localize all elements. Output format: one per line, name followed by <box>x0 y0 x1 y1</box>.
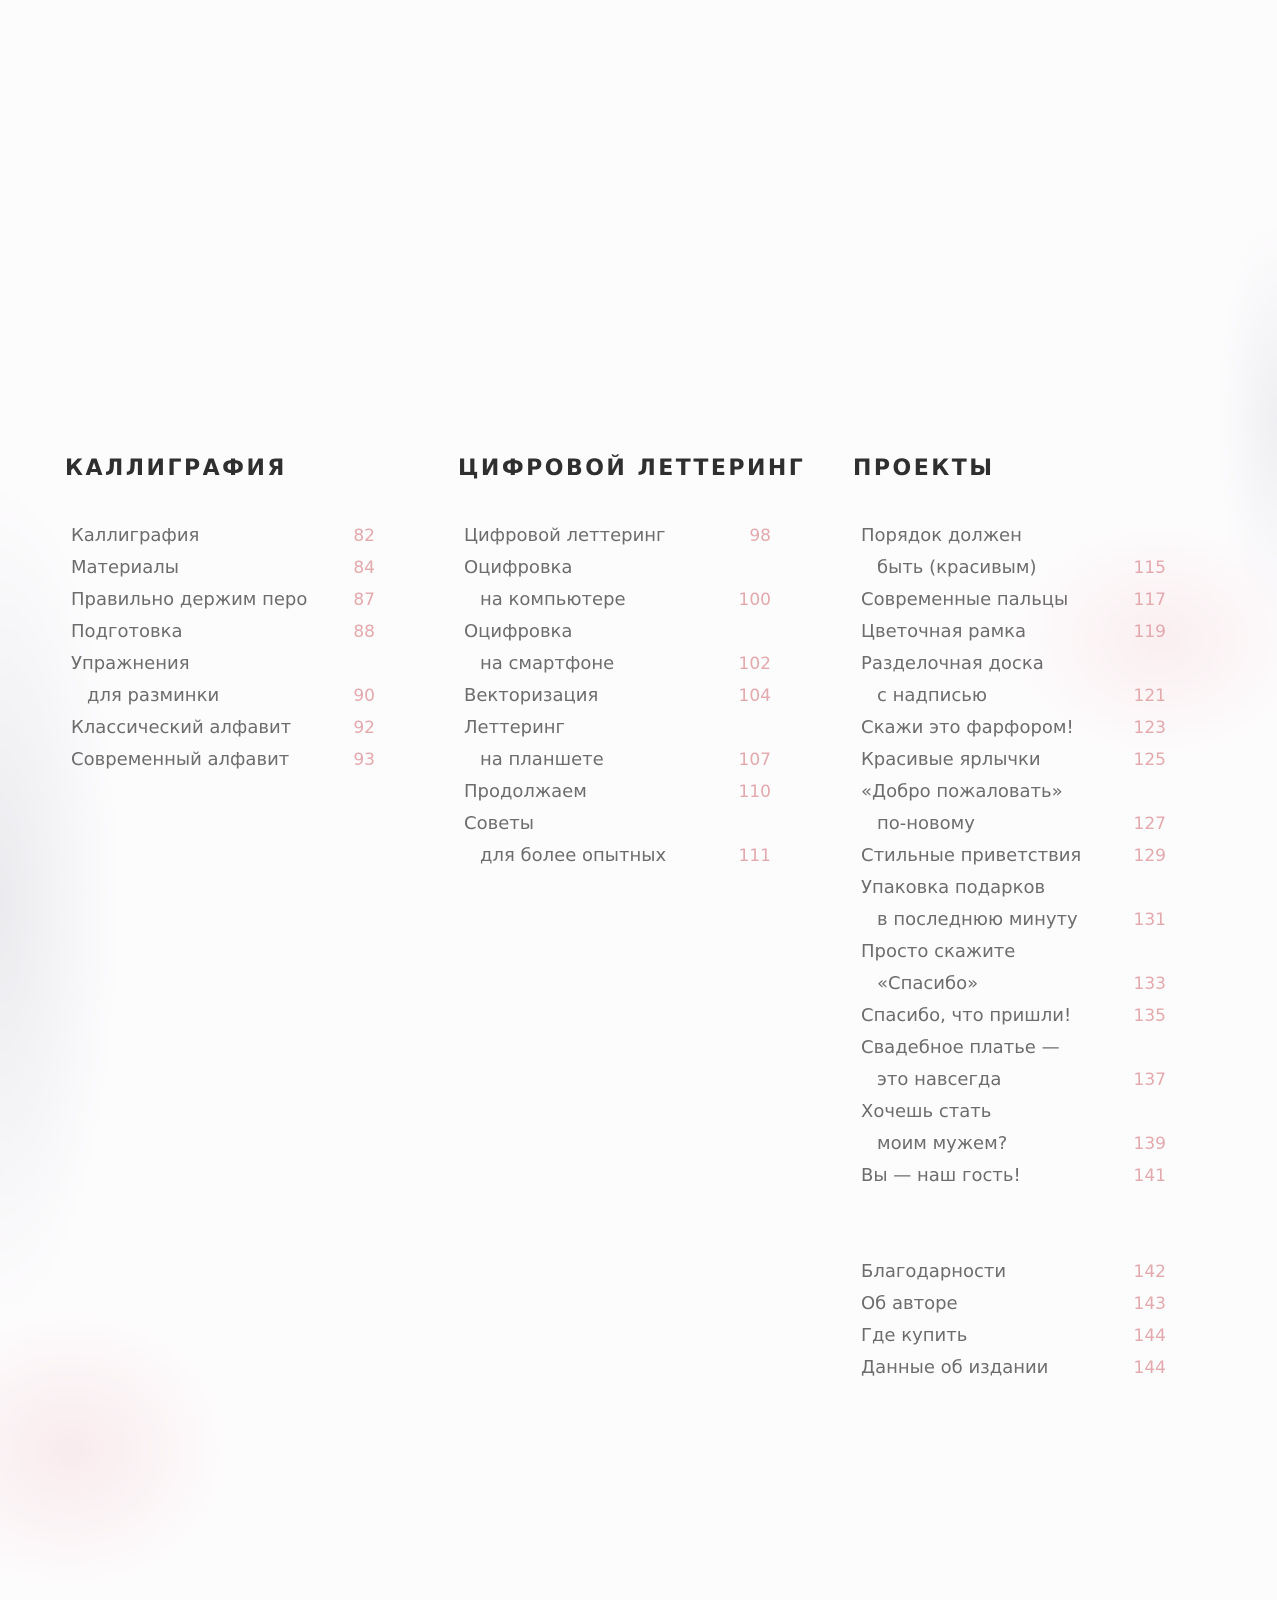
entry-title-continuation: быть (красивым) <box>877 557 1037 578</box>
page-number: 137 <box>1133 1070 1166 1090</box>
entry-title: Красивые ярлычки <box>861 749 1041 770</box>
page-number: 107 <box>738 750 771 770</box>
toc-entry[interactable] <box>861 712 1166 744</box>
toc-entry[interactable] <box>71 520 375 552</box>
page-number: 131 <box>1133 910 1166 930</box>
entry-title: Классический алфавит <box>71 717 292 738</box>
entry-title: Современный алфавит <box>71 749 290 770</box>
page-number: 133 <box>1133 974 1166 994</box>
page-number: 98 <box>749 526 771 546</box>
entry-title-continuation: на планшете <box>480 749 604 770</box>
toc-entry[interactable] <box>861 840 1166 872</box>
toc-entry[interactable] <box>861 1320 1166 1352</box>
page-number: 93 <box>353 750 375 770</box>
page-number: 88 <box>353 622 375 642</box>
page-number: 123 <box>1133 718 1166 738</box>
entry-title: «Добро пожаловать» <box>861 781 1063 802</box>
page-number: 129 <box>1133 846 1166 866</box>
entry-title: Каллиграфия <box>71 525 200 546</box>
page-number: 82 <box>353 526 375 546</box>
entry-title: Хочешь стать <box>861 1101 992 1122</box>
toc-entry[interactable] <box>861 1160 1166 1192</box>
page-number: 144 <box>1133 1326 1166 1346</box>
toc-entry[interactable] <box>464 776 771 808</box>
entry-title: Леттеринг <box>464 717 566 738</box>
page-number: 84 <box>353 558 375 578</box>
toc-entry[interactable] <box>464 808 771 872</box>
entry-title: Порядок должен <box>861 525 1022 546</box>
toc-entry[interactable] <box>861 1352 1166 1384</box>
entry-title: Материалы <box>71 557 179 578</box>
entry-title: Где купить <box>861 1325 968 1346</box>
entry-title-continuation: на компьютере <box>480 589 626 610</box>
page-number: 102 <box>738 654 771 674</box>
toc-entry[interactable] <box>71 552 375 584</box>
entry-title: Упражнения <box>71 653 190 674</box>
entry-title: Продолжаем <box>464 781 587 802</box>
entry-title-continuation: моим мужем? <box>877 1133 1008 1154</box>
toc-entry[interactable] <box>71 744 375 776</box>
entry-title: Цифровой леттеринг <box>464 525 666 546</box>
toc-entry[interactable] <box>861 1096 1166 1160</box>
entry-title: Спасибо, что пришли! <box>861 1005 1072 1026</box>
toc-entry[interactable] <box>861 936 1166 1000</box>
page-number: 127 <box>1133 814 1166 834</box>
entry-title-continuation: с надписью <box>877 685 987 706</box>
toc-list <box>853 520 1166 1384</box>
toc-entry[interactable] <box>861 648 1166 712</box>
toc-entry[interactable] <box>71 616 375 648</box>
entry-title-continuation: «Спасибо» <box>877 973 979 994</box>
toc-entry[interactable] <box>464 712 771 776</box>
toc-entry[interactable] <box>861 776 1166 840</box>
entry-title: Данные об издании <box>861 1357 1049 1378</box>
page-number: 125 <box>1133 750 1166 770</box>
entry-title: Свадебное платье — <box>861 1037 1060 1058</box>
entry-title: Вы — наш гость! <box>861 1165 1021 1186</box>
page-number: 142 <box>1133 1262 1166 1282</box>
entry-title-continuation: для разминки <box>87 685 220 706</box>
toc-entry[interactable] <box>861 1288 1166 1320</box>
entry-title: Благодарности <box>861 1261 1007 1282</box>
toc-entry[interactable] <box>861 1032 1166 1096</box>
toc-entry[interactable] <box>861 872 1166 936</box>
page-number: 141 <box>1133 1166 1166 1186</box>
entry-title: Просто скажите <box>861 941 1016 962</box>
page-number: 121 <box>1133 686 1166 706</box>
toc-section-digital-lettering <box>458 456 806 872</box>
page-number: 110 <box>738 782 771 802</box>
entry-title: Правильно держим перо <box>71 589 308 610</box>
toc-entry[interactable] <box>861 520 1166 584</box>
entry-title: Советы <box>464 813 534 834</box>
entry-title: Стильные приветствия <box>861 845 1082 866</box>
page-number: 135 <box>1133 1006 1166 1026</box>
section-spacer <box>861 1192 1166 1256</box>
page-number: 115 <box>1133 558 1166 578</box>
toc-section-projects <box>853 456 1166 1384</box>
entry-title: Упаковка подарков <box>861 877 1046 898</box>
entry-title-continuation: по-новому <box>877 813 975 834</box>
toc-entry[interactable] <box>464 552 771 616</box>
toc-entry[interactable] <box>464 616 771 680</box>
section-heading: ЦИФРОВОЙ ЛЕТТЕРИНГ <box>458 456 806 481</box>
toc-section-calligraphy <box>65 456 375 776</box>
toc-entry[interactable] <box>861 584 1166 616</box>
entry-title-continuation: в последнюю минуту <box>877 909 1078 930</box>
page-number: 104 <box>738 686 771 706</box>
page-number: 92 <box>353 718 375 738</box>
toc-entry[interactable] <box>861 1000 1166 1032</box>
page-number: 90 <box>353 686 375 706</box>
section-heading: ПРОЕКТЫ <box>853 456 995 481</box>
toc-entry[interactable] <box>861 1256 1166 1288</box>
toc-list <box>65 520 375 776</box>
entry-title: Об авторе <box>861 1293 958 1314</box>
entry-title: Оцифровка <box>464 557 573 578</box>
page-number: 119 <box>1133 622 1166 642</box>
toc-entry[interactable] <box>71 712 375 744</box>
toc-list <box>458 520 771 872</box>
entry-title: Векторизация <box>464 685 599 706</box>
entry-title: Оцифровка <box>464 621 573 642</box>
entry-title: Современные пальцы <box>861 589 1069 610</box>
entry-title: Цветочная рамка <box>861 621 1027 642</box>
entry-title: Скажи это фарфором! <box>861 717 1074 738</box>
page-number: 139 <box>1133 1134 1166 1154</box>
page-number: 144 <box>1133 1358 1166 1378</box>
toc-entry[interactable] <box>861 616 1166 648</box>
page-number: 143 <box>1133 1294 1166 1314</box>
entry-title-continuation: на смартфоне <box>480 653 615 674</box>
toc-entry[interactable] <box>71 584 375 616</box>
toc-entry[interactable] <box>464 680 771 712</box>
entry-title-continuation: это навсегда <box>877 1069 1002 1090</box>
toc-entry[interactable] <box>861 744 1166 776</box>
entry-title: Подготовка <box>71 621 183 642</box>
page-number: 117 <box>1133 590 1166 610</box>
entry-title: Разделочная доска <box>861 653 1044 674</box>
toc-entry[interactable] <box>464 520 771 552</box>
page-number: 111 <box>738 846 771 866</box>
page-number: 87 <box>353 590 375 610</box>
section-heading: КАЛЛИГРАФИЯ <box>65 456 287 481</box>
toc-entry[interactable] <box>71 648 375 712</box>
entry-title-continuation: для более опытных <box>480 845 667 866</box>
page-number: 100 <box>738 590 771 610</box>
